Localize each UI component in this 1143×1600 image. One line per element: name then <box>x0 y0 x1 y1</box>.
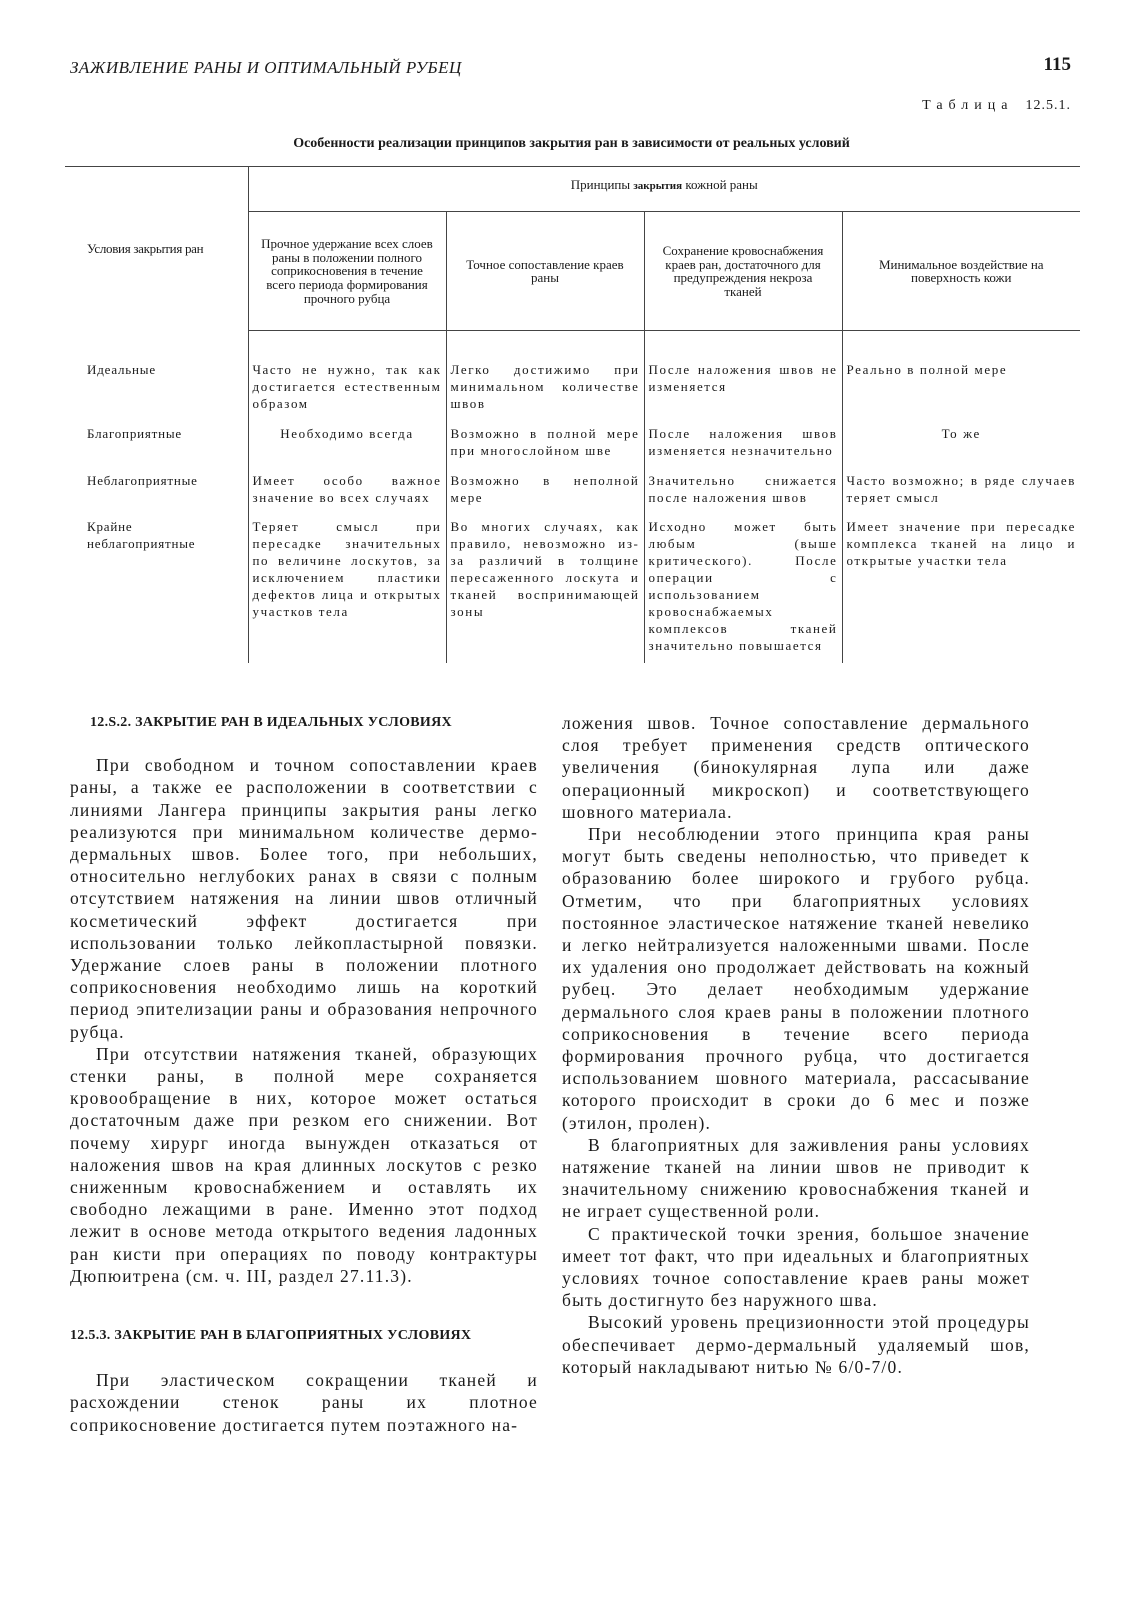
table-label <box>922 98 1071 114</box>
table-cell: После наложения швов не изменяется <box>644 357 842 421</box>
table-cell: Возможно в неполной мере <box>446 468 644 515</box>
table-label-word: Таблица <box>922 98 1014 113</box>
paragraph: При несоблюдении этого принципа края раны могут быть сведены неполностью, что приведет к образованию более широкого и грубого рубца. Отметим, что при благоприятных условиях постоянное эластическое натяжение тканей невелико и легко нейтрализуется наложенными швами. После их удаления оно продолжает действовать на кожный рубец. Это делает необходимым удержание дермального слоя краев раны в положении плотного соприкосновения в течение всего периода формирования прочного рубца, что достигается использованием шовного материала, рассасывание которого происходит в сроки до 6 мес и позже (этилон, пролен). <box>562 824 1030 1133</box>
table-cell: Значительно снижается после наложения швов <box>644 468 842 515</box>
column-header: Точное сопоставление краев раны <box>446 212 644 331</box>
table-cell: Часто не нужно, так как достигается естественным образом <box>248 357 446 421</box>
row-header: Условия закрытия ран <box>65 167 248 331</box>
table-cell: Имеет значение при пересадке комплекса тканей на лицо и открытые участки тела <box>842 514 1080 662</box>
table-cell: Теряет смысл при пересадке значительных по величине лоскутов, за исключением пластики дефектов лица и открытых участков тела <box>248 514 446 662</box>
paragraph: При эластическом сокращении тканей и расхождении стенок раны их плотное соприкосновение достигается путем поэтажного на- <box>70 1370 538 1435</box>
column-header: Минимальное воздействие на поверхность кожи <box>842 212 1080 331</box>
paragraph: При отсутствии натяжения тканей, образующих стенки раны, в полной мере сохраняется кровообращение в них, которое может остаться достаточным даже при резком его снижении. Вот почему хирург иногда вынужден отказаться от наложения швов на края длинных лоскутов с резко сниженным кровоснабжением и оставлять их свободно лежащими в ране. Именно этот подход лежит в основе метода открытого ведения ладонных ран кисти при операциях по поводу контрактуры Дюпюитрена (см. ч. III, раздел 27.11.3). <box>70 1043 538 1286</box>
right-column <box>562 712 1030 1378</box>
table-number: 12.5.1. <box>1025 98 1071 113</box>
condition-cell: Крайне неблагоприятные <box>87 519 196 552</box>
group-header <box>248 167 1080 212</box>
table-cell: Имеет особо важное значение во всех случаях <box>248 468 446 515</box>
paragraph: При свободном и точном сопоставлении краев раны, а также ее расположении в соответствии с линиями Лангера принципы закрытия раны легко реализуются при минимальном количестве дермо-дермальных швов. Более того, при небольших, относительно неглубоких ранах в связи с полным отсутствием натяжения на линии швов отличный косметический эффект достигается при использовании только лейкопластырной повязки. Удержание слоев раны в положении плотного соприкосновения необходимо лишь на короткий период эпителизации раны и образования непрочного рубца. <box>70 755 538 1042</box>
condition-cell: Идеальные <box>87 362 156 378</box>
table-cell: Реально в полной мере <box>842 357 1080 421</box>
table-title: Особенности реализации принципов закрытия ран в зависимости от реальных условий <box>293 136 850 151</box>
column-header: Сохранение кровоснабжения краев ран, достаточного для предупреждения некроза тканей <box>644 212 842 331</box>
column-header: Прочное удержание всех слоев раны в положении полного соприкосновения в течение всего периода формирования прочного рубца <box>248 212 446 331</box>
table-row <box>65 514 1080 662</box>
table-row <box>65 468 1080 515</box>
page-number: 115 <box>1043 54 1071 75</box>
table-row <box>65 357 1080 421</box>
group-header-post: кожной раны <box>685 177 758 192</box>
paragraph: Высокий уровень прецизионности этой процедуры обеспечивает дермо-дермальный удаляемый шов, который накладывают нитью № 6/0-7/0. <box>562 1312 1030 1377</box>
left-column <box>70 712 538 1436</box>
paragraph: В благоприятных для заживления раны условиях натяжение тканей на линии швов не приводит к значительному снижению кровоснабжения тканей и не играет существенной роли. <box>562 1134 1030 1222</box>
table-cell: После наложения швов изменяется незначительно <box>644 421 842 468</box>
table-cell: Часто возможно; в ряде случаев теряет смысл <box>842 468 1080 515</box>
table-row <box>65 421 1080 468</box>
principles-table <box>65 166 1080 663</box>
running-title: ЗАЖИВЛЕНИЕ РАНЫ И ОПТИМАЛЬНЫЙ РУБЕЦ <box>70 58 462 77</box>
table-cell: То же <box>842 421 1080 468</box>
section-heading: 12.S.2. ЗАКРЫТИЕ РАН В ИДЕАЛЬНЫХ УСЛОВИЯХ <box>90 715 452 730</box>
paragraph-continuation: ложения швов. Точное сопоставление дермального слоя требует применения средств оптического увеличения (бинокулярная лупа или даже операционный микроскоп) и соответствующего шовного материала. <box>562 713 1030 822</box>
group-header-pre: Принципы <box>570 177 631 192</box>
table-cell: Легко достижимо при минимальном количестве швов <box>446 357 644 421</box>
table-cell: Возможно в полной мере при многослойном шве <box>446 421 644 468</box>
section-heading: 12.5.3. ЗАКРЫТИЕ РАН В БЛАГОПРИЯТНЫХ УСЛОВИЯХ <box>70 1328 472 1344</box>
table-cell: Во многих случаях, как правило, невозможно из-за различий в толщине пересаженного лоскута и тканей воспринимающей зоны <box>446 514 644 662</box>
table-cell: Исходно может быть любым (выше критического). После операции с использованием кровоснабжаемых комплексов тканей значительно повышается <box>644 514 842 662</box>
paragraph: С практической точки зрения, большое значение имеет тот факт, что при идеальных и благоприятных условиях точное сопоставление краев раны может быть достигнуто без наружного шва. <box>562 1223 1030 1311</box>
condition-cell: Неблагоприятные <box>87 472 198 488</box>
group-header-small: закрытия <box>633 180 683 192</box>
table-cell: Необходимо всегда <box>248 421 446 468</box>
condition-cell: Благоприятные <box>87 425 182 441</box>
